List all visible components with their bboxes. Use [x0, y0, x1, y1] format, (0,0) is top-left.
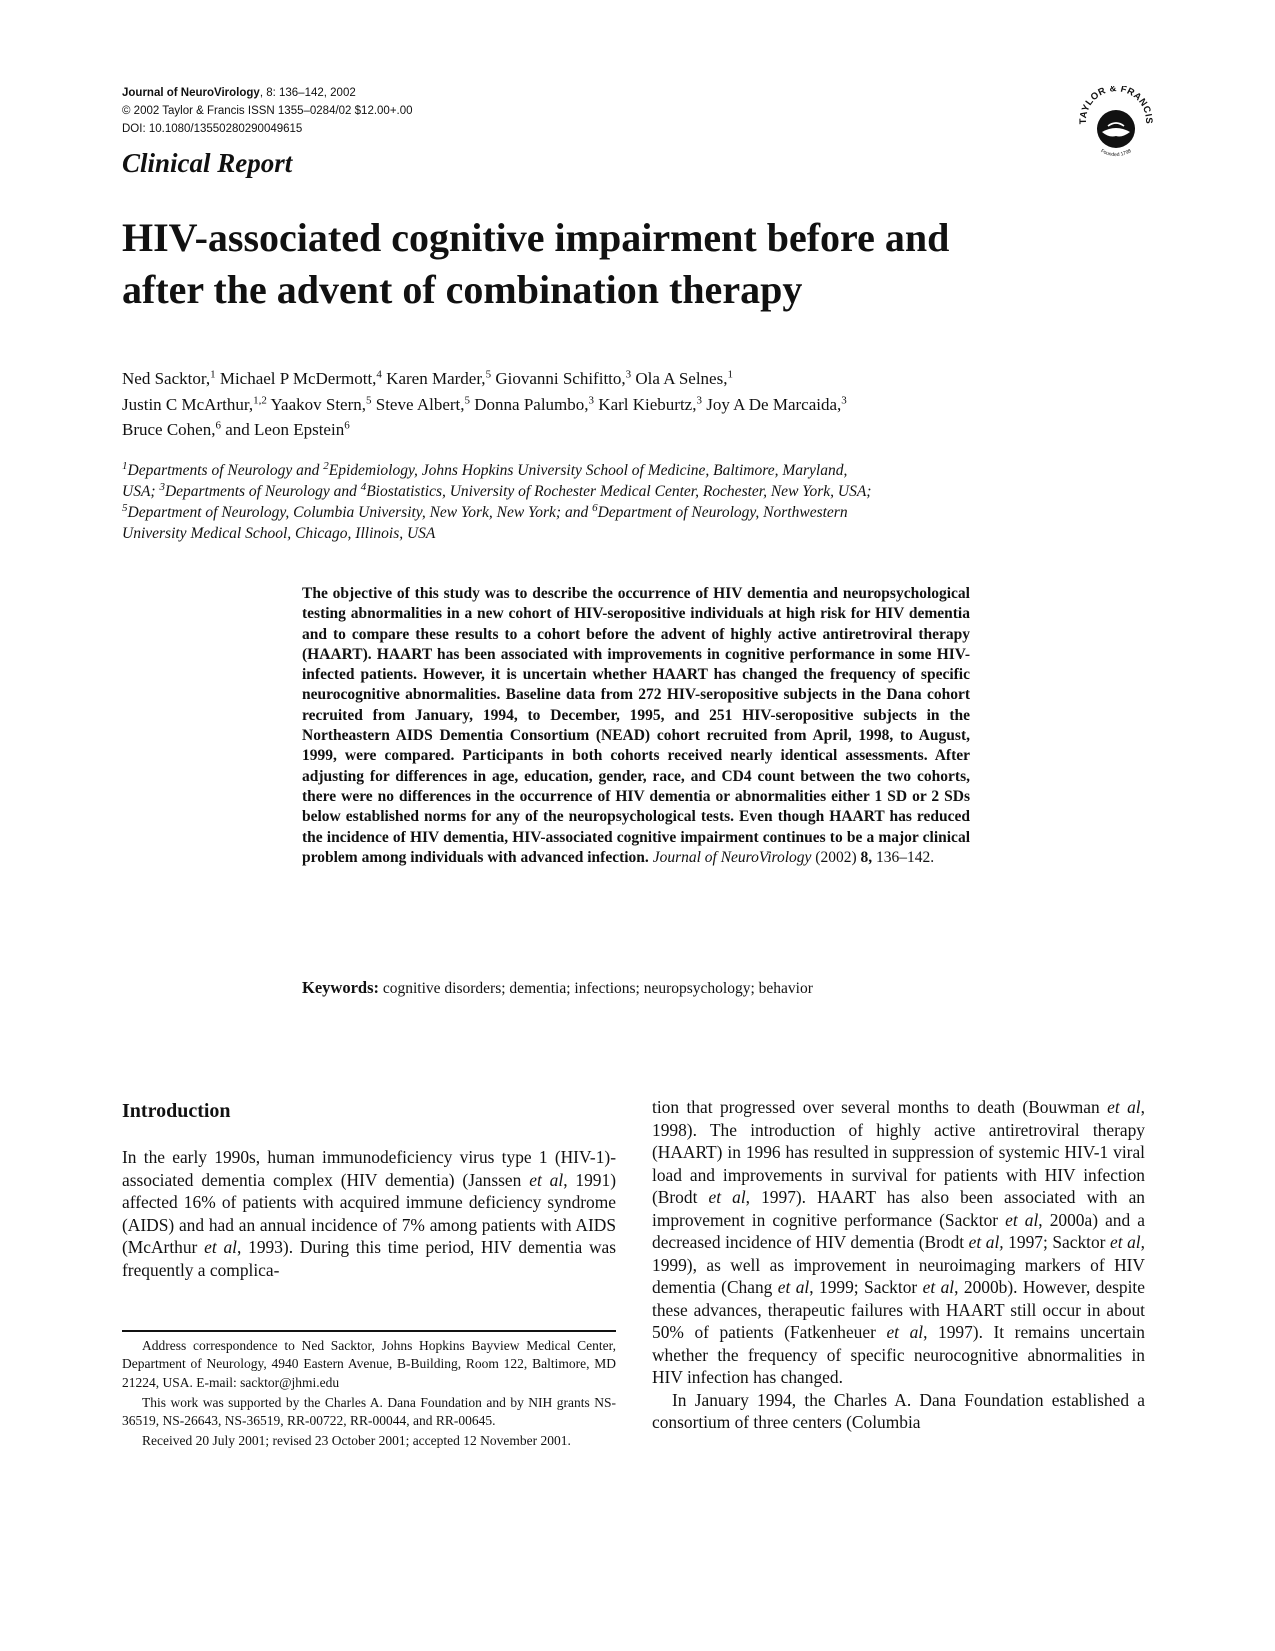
author-name: Justin C McArthur,: [122, 394, 254, 414]
italic-run: et al: [204, 1237, 237, 1257]
intro-paragraph-2: [652, 1096, 1145, 1389]
author-name: Steve Albert,: [371, 394, 465, 414]
journal-header: [122, 84, 413, 138]
author-name: Yaakov Stern,: [266, 394, 366, 414]
affil-text: Epidemiology, Johns Hopkins University School of Medicine, Baltimore, Maryland,: [328, 462, 848, 479]
affil-text: Department of Neurology, Northwestern: [597, 504, 848, 521]
footnote-address: Address correspondence to Ned Sacktor, Johns Hopkins Bayview Medical Center, Department of Neurology, 4940 Eastern Avenue, B-Building, Room 122, Baltimore, MD 21224, USA. E-mail: sacktor@jhmi.edu: [122, 1338, 616, 1390]
logo-ring-text: TAYLOR & FRANCIS: [1077, 86, 1155, 125]
text-run: tion that progressed over several months to death (Bouwman: [652, 1097, 1108, 1117]
text-run: , 2000b). However, despite these advances, therapeutic failures with HAART still occur in about 50% of patients (Fatkenheuer: [652, 1277, 1145, 1342]
italic-run: et al: [1107, 1097, 1141, 1117]
text-run: , 1997). HAART has also been associated with an improvement in cognitive performance (Sacktor: [652, 1187, 1145, 1230]
author-name: Karl Kieburtz,: [594, 394, 697, 414]
author-name: and Leon Epstein: [220, 420, 345, 439]
svg-text:Founded 1798: [1100, 148, 1133, 158]
affil-text: USA;: [122, 483, 160, 500]
affil-mark: 6: [592, 501, 598, 514]
italic-run: et al: [708, 1187, 746, 1207]
affil-mark: 5: [122, 501, 128, 514]
keywords: [302, 978, 970, 1000]
keywords-label: Keywords:: [302, 978, 379, 997]
author-name: Joy A De Marcaida,: [701, 394, 842, 414]
author-affil-mark: 5: [485, 368, 492, 381]
left-column: [122, 1100, 616, 1281]
author-name: Donna Palumbo,: [470, 394, 589, 414]
italic-run: et al: [886, 1322, 924, 1342]
doi-line: DOI: 10.1080/13550280290049615: [122, 123, 303, 135]
affil-mark: 4: [360, 480, 367, 493]
text-run: In the early 1990s, human immunodeficiency virus type 1 (HIV-1)-associated dementia complex (HIV dementia) (Janssen: [122, 1147, 616, 1190]
text-run: , 1997). It remains uncertain whether the frequency of specific neurocognitive abnormalities in HIV infection has changed.: [652, 1322, 1145, 1387]
author-affil-mark: 3: [841, 393, 847, 406]
author-affil-mark: 5: [464, 393, 471, 406]
footnote-funding: This work was supported by the Charles A. Dana Foundation and by NIH grants NS-36519, NS-26643, NS-36519, RR-00722, RR-00044, and RR-00645.: [122, 1394, 616, 1429]
affil-text: Departments of Neurology and: [127, 462, 324, 479]
intro-paragraph-3: In January 1994, the Charles A. Dana Foundation established a consortium of three centers (Columbia: [652, 1389, 1145, 1432]
keywords-text: cognitive disorders; dementia; infections; neuropsychology; behavior: [379, 980, 813, 997]
affil-text: Biostatistics, University of Rochester Medical Center, Rochester, New York, USA;: [366, 483, 872, 500]
text-run: , 2000a) and a decreased incidence of HIV dementia (Brodt: [652, 1209, 1145, 1252]
affiliation-line-4: University Medical School, Chicago, Illinois, USA: [122, 525, 436, 542]
author-line-2: [122, 392, 1172, 418]
italic-run: et al: [922, 1277, 955, 1297]
author-name: Ola A Selnes,: [631, 369, 728, 388]
journal-name: Journal of NeuroVirology: [122, 87, 260, 99]
right-column: [652, 1096, 1145, 1434]
author-affil-mark: 6: [344, 419, 350, 432]
author-name: Michael P McDermott,: [215, 369, 377, 388]
text-run: , 1999; Sacktor: [809, 1277, 923, 1297]
affil-mark: 2: [323, 459, 329, 472]
author-line-1: [122, 366, 1172, 392]
text-run: , 1998). The introduction of highly active antiretroviral therapy (HAART) in 1996 has resulted in suppression of systemic HIV-1 viral load and improvements in survival for patients with HIV infection (Brodt: [652, 1097, 1145, 1207]
citation-journal: Journal of NeuroVirology: [652, 848, 812, 866]
italic-run: et al: [1110, 1232, 1141, 1252]
report-type-label: Clinical Report: [122, 148, 293, 178]
author-list: [122, 366, 1172, 443]
author-affil-mark: 1: [210, 368, 216, 381]
author-name: Giovanni Schifitto,: [491, 369, 626, 388]
italic-run: et al,: [968, 1232, 1004, 1252]
text-run: , 1999), as well as improvement in neuroimaging markers of HIV dementia (Chang: [652, 1232, 1145, 1297]
abstract-body: The objective of this study was to describe the occurrence of HIV dementia and neuropsychological testing abnormalities in a new cohort of HIV-seropositive individuals at high risk for HIV dementia and to compare these results to a cohort before the advent of highly active antiretroviral therapy (HAART). HAART has been associated with improvements in cognitive performance in some HIV-infected patients. However, it is uncertain whether HAART has changed the frequency of specific neurocognitive abnormalities. Baseline data from 272 HIV-seropositive subjects in the Dana cohort recruited from January, 1994, to December, 1995, and 251 HIV-seropositive subjects in the Northeastern AIDS Dementia Consortium (NEAD) cohort recruited from April, 1998, to August, 1999, were compared. Participants in both cohorts received nearly identical assessments. After adjusting for differences in age, education, gender, race, and CD4 count between the two cohorts, there were no differences in the occurrence of HIV dementia or abnormalities either 1 SD or 2 SDs below established norms for any of the neuropsychological tests. Even though HAART has reduced the incidence of HIV dementia, HIV-associated cognitive impairment continues to be a major clinical problem among individuals with advanced infection.: [302, 585, 970, 866]
logo-sub-text: Founded 1798: [1099, 148, 1133, 159]
copyright-line: © 2002 Taylor & Francis ISSN 1355–0284/02 $12.00+.00: [122, 105, 413, 117]
taylor-francis-logo-icon: [1076, 86, 1156, 166]
affil-text: Department of Neurology, Columbia University, New York, New York; and: [127, 504, 593, 521]
affil-mark: 3: [159, 480, 165, 493]
abstract-citation: [653, 849, 934, 866]
affiliation-line-1: [122, 460, 1182, 481]
author-affil-mark: 6: [215, 419, 221, 432]
affiliation-line-3: [122, 502, 1182, 523]
text-run: , 1993). During this time period, HIV dementia was frequently a complica-: [122, 1237, 616, 1280]
footnotes: [122, 1337, 616, 1451]
author-affil-mark: 1,2: [253, 393, 267, 406]
footnote-dates: Received 20 July 2001; revised 23 October 2001; accepted 12 November 2001.: [142, 1433, 571, 1449]
section-heading-introduction: Introduction: [122, 1100, 231, 1122]
author-name: Bruce Cohen,: [122, 420, 216, 439]
journal-citation-line: [122, 84, 413, 102]
intro-paragraph-1: [122, 1146, 616, 1281]
affiliations: [122, 460, 1182, 544]
author-affil-mark: 4: [376, 368, 382, 381]
affil-text: Departments of Neurology and: [164, 483, 361, 500]
title-line-1: HIV-associated cognitive impairment before and: [122, 215, 950, 260]
author-affil-mark: 5: [366, 393, 372, 406]
citation-volume: 8,: [860, 848, 873, 866]
author-affil-mark: 3: [696, 393, 702, 406]
abstract: [302, 584, 970, 868]
author-line-3: [122, 417, 1172, 443]
affiliation-line-2: [122, 481, 1182, 502]
citation-year: (2002): [811, 848, 861, 866]
volume-pages: , 8: 136–142, 2002: [259, 87, 356, 99]
italic-run: et al: [777, 1277, 810, 1297]
text-run: 1997; Sacktor: [1003, 1232, 1111, 1252]
article-title: [122, 212, 1122, 316]
author-affil-mark: 3: [625, 368, 632, 381]
footnote-divider: [122, 1330, 616, 1332]
citation-pages: 136–142.: [872, 848, 935, 866]
author-name: Karen Marder,: [381, 369, 486, 388]
affil-mark: 1: [122, 459, 128, 472]
author-affil-mark: 1: [727, 368, 733, 381]
author-affil-mark: 3: [588, 393, 595, 406]
author-name: Ned Sacktor,: [122, 369, 211, 388]
italic-run: et al: [529, 1169, 564, 1190]
italic-run: et al: [1005, 1209, 1039, 1230]
text-run: , 1991) affected 16% of patients with acquired immune deficiency syndrome (AIDS) and had an annual incidence of 7% among patients with AIDS (McArthur: [122, 1169, 616, 1257]
title-line-2: after the advent of combination therapy: [122, 267, 803, 312]
